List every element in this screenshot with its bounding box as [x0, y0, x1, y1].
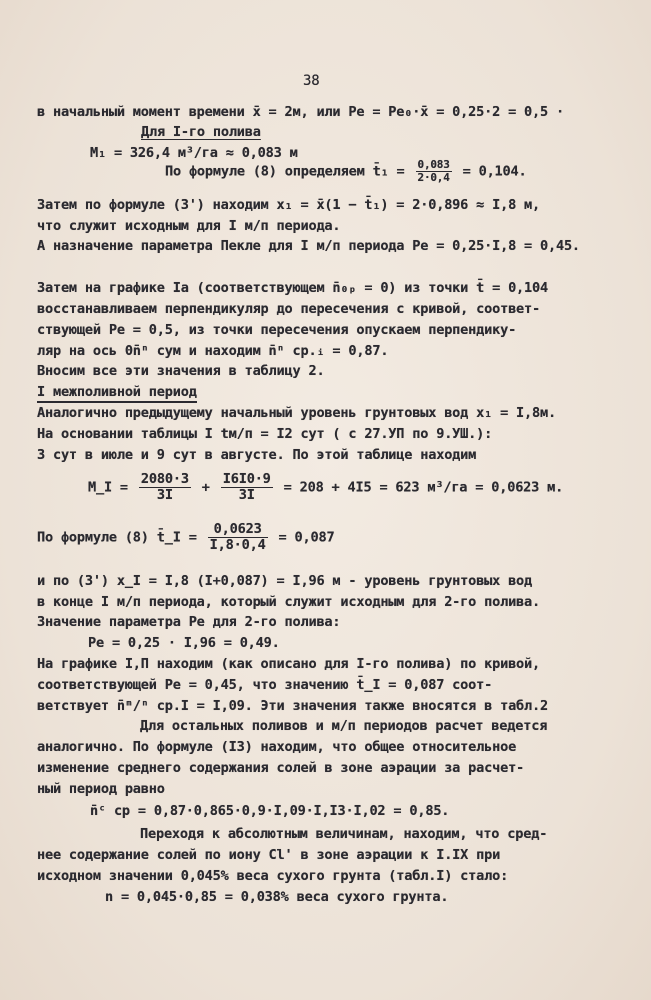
text-segment: По формуле (8) t̄_I =: [37, 529, 197, 546]
text-line-7: А назначение параметра Пекле для I м/п периода Pe = 0,25·I,8 = 0,45.: [37, 238, 580, 254]
text-line-34: n = 0,045·0,85 = 0,038% веса сухого грунта.: [105, 889, 449, 905]
equation-line-18: [37, 522, 334, 553]
equation-line-17: [88, 472, 563, 503]
text-line-1: в начальный момент времени x̄ = 2м, или Pe = Pe₀·x̄ = 0,25·2 = 0,5 ·: [37, 104, 564, 120]
text-line-3: M₁ = 326,4 м³/га ≈ 0,083 м: [90, 145, 298, 161]
fraction-numerator: 2080·3: [140, 471, 189, 487]
text-line-30: n̄ᶜ ср = 0,87·0,865·0,9·I,09·I,I3·I,02 = 0,85.: [90, 803, 450, 819]
text-line-26: Для остальных поливов и м/п периодов расчет ведется: [140, 718, 548, 734]
fraction-numerator: I6I0·9: [222, 471, 271, 487]
text-line-5: Затем по формуле (3') находим x₁ = x̄(1 − t̄₁) = 2·0,896 ≈ I,8 м,: [37, 197, 541, 213]
text-segment: = 208 + 4I5 = 623 м³/га = 0,0623 м.: [283, 479, 564, 496]
fraction-denominator: 3I: [238, 487, 255, 503]
text-line-11: ляр на ось 0n̄ⁿ сум и находим n̄ⁿ ср.ᵢ = 0,87.: [37, 343, 389, 359]
text-line-12: Вносим все эти значения в таблицу 2.: [37, 363, 325, 379]
text-line-28: изменение среднего содержания солей в зоне аэрации за расчет-: [37, 760, 525, 776]
text-line-6: что служит исходным для I м/п периода.: [37, 218, 341, 234]
text-line-25: ветствует n̄ᵐ/ⁿ ср.I = I,09. Эти значения также вносятся в табл.2: [37, 698, 548, 714]
fraction-numerator: 0,083: [417, 158, 450, 171]
text-line-22: Pe = 0,25 · I,96 = 0,49.: [88, 635, 280, 651]
text-segment: +: [201, 479, 210, 496]
text-line-33: исходном значении 0,045% веса сухого грунта (табл.I) стало:: [37, 868, 509, 884]
text-line-9: восстанавливаем перпендикуляр до пересечения с кривой, соответ-: [37, 301, 541, 317]
fraction: [208, 522, 268, 553]
text-line-27: аналогично. По формуле (I3) находим, что общее относительное: [37, 739, 517, 755]
text-line-32: нее содержание солей по иону Cl' в зоне аэрации к I.IX при: [37, 847, 501, 863]
text-segment: = 0,087: [278, 529, 335, 546]
section-heading-first-irrigation: Для I-го полива: [141, 124, 261, 140]
text-line-19: и по (3') x_I = I,8 (I+0,087) = I,96 м - уровень грунтовых вод: [37, 573, 533, 589]
text-line-14: Аналогично предыдущему начальный уровень грунтовых вод x₁ = I,8м.: [37, 405, 556, 421]
fraction: [139, 472, 191, 503]
text-line-8: Затем на графике Iа (соответствующем n̄₀ₚ = 0) из точки t̄ = 0,104: [37, 280, 548, 296]
text-line-21: Значение параметра Pe для 2-го полива:: [37, 614, 341, 630]
text-segment: = 0,104.: [462, 163, 527, 180]
text-line-16: 3 сут в июле и 9 сут в августе. По этой таблице находим: [37, 447, 477, 463]
fraction-denominator: I,8·0,4: [209, 537, 266, 553]
text-line-20: в конце I м/п периода, который служит исходным для 2-го полива.: [37, 594, 541, 610]
section-heading-interval-period: I межполивной период: [37, 384, 197, 403]
fraction: [416, 159, 452, 184]
fraction: [221, 472, 273, 503]
text-line-15: На основании таблицы I tм/п = I2 сут ( с 27.УП по 9.УШ.):: [37, 426, 493, 442]
text-line-23: На графике I,П находим (как описано для I-го полива) по кривой,: [37, 656, 541, 672]
text-line-29: ный период равно: [37, 781, 165, 797]
text-line-10: ствующей Pe = 0,5, из точки пересечения опускаем перпендику-: [37, 322, 517, 338]
text-line-4: [165, 159, 527, 184]
text-line-24: соответствующей Pe = 0,45, что значению t̄_I = 0,087 соот-: [37, 677, 493, 693]
page-number: 38: [303, 73, 320, 89]
fraction-numerator: 0,0623: [208, 522, 268, 538]
fraction-denominator: 3I: [156, 487, 173, 503]
text-line-31: Переходя к абсолютным величинам, находим, что сред-: [140, 826, 548, 842]
text-segment: M_I =: [88, 479, 128, 496]
text-segment: По формуле (8) определяем t̄₁ =: [165, 163, 405, 180]
fraction-denominator: 2·0,4: [417, 171, 450, 184]
